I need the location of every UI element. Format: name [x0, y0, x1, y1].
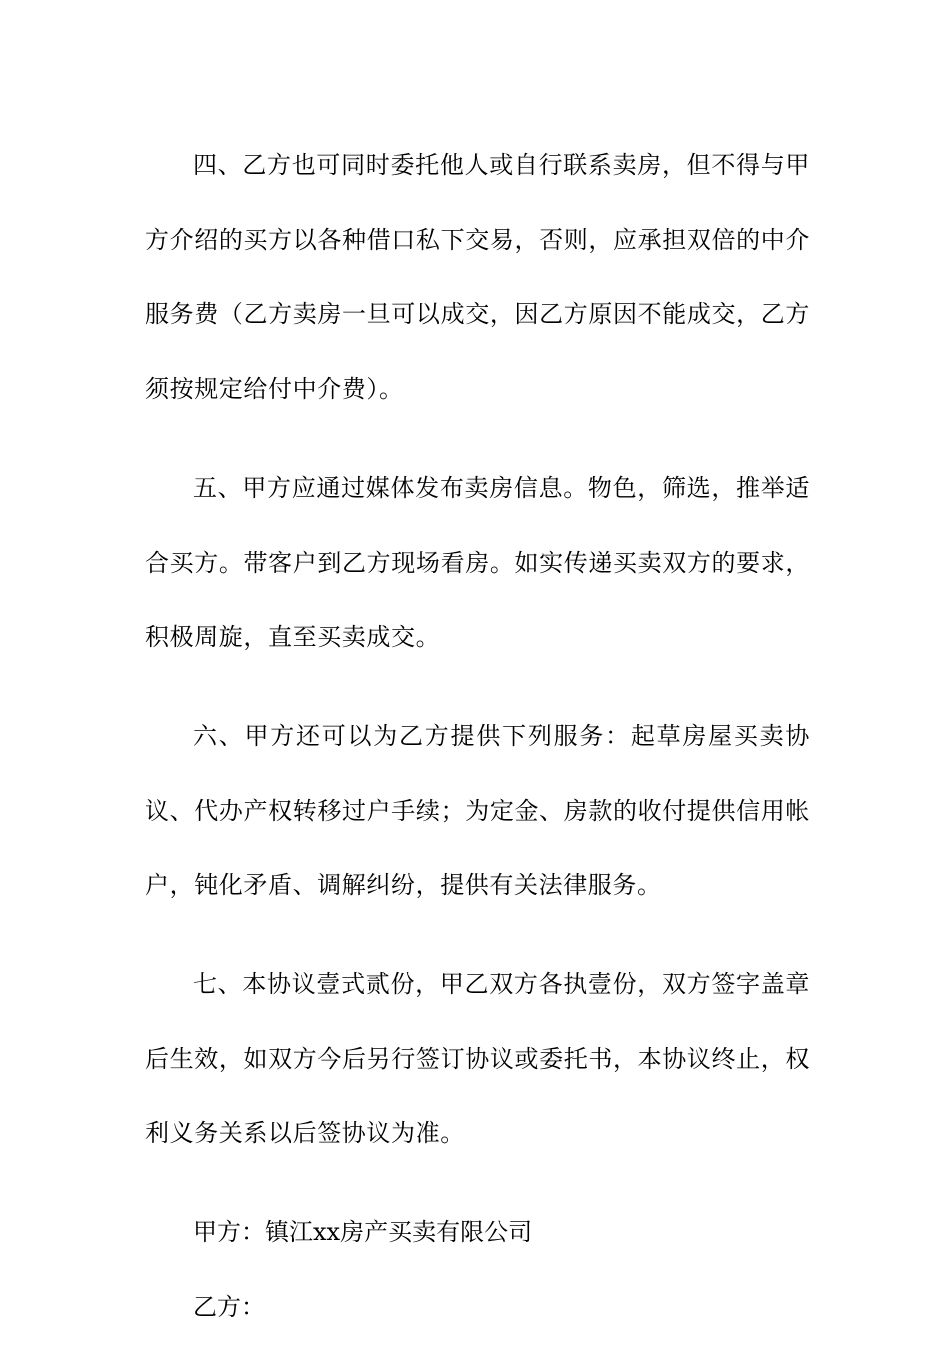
clause-seven: 七、本协议壹式贰份，甲乙双方各执壹份，双方签字盖章后生效，如双方今后另行签订协议或委托书，本协议终止，权利义务关系以后签协议为准。 — [145, 970, 810, 1148]
party-b-signature: 乙方： — [193, 1292, 265, 1321]
clause-four: 四、乙方也可同时委托他人或自行联系卖房，但不得与甲方介绍的买方以各种借口私下交易，否则，应承担双倍的中介服务费（乙方卖房一旦可以成交，因乙方原因不能成交，乙方须按规定给付中介费）。 — [145, 151, 810, 404]
document-page — [145, 128, 810, 1345]
clause-five: 五、甲方应通过媒体发布卖房信息。物色，筛选，推举适合买方。带客户到乙方现场看房。如实传递买卖双方的要求，积极周旋，直至买卖成交。 — [145, 473, 810, 652]
clause-six: 六、甲方还可以为乙方提供下列服务：起草房屋买卖协议、代办产权转移过户手续；为定金、房款的收付提供信用帐户，钝化矛盾、调解纠纷，提供有关法律服务。 — [145, 721, 810, 900]
party-a-signature: 甲方：镇江xx房产买卖有限公司 — [193, 1218, 533, 1247]
